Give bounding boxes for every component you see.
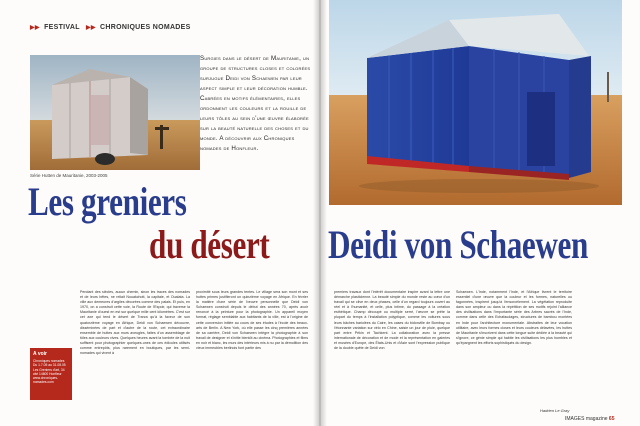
folio-label: IMAGES magazine [565,416,608,422]
title-line-2: du désert [149,222,270,267]
rubric-section: FESTIVAL [44,24,80,31]
rubric [30,24,191,31]
chevron-icon: ▶▶ [85,25,96,31]
info-box-title: A voir [33,351,47,357]
blue-hut-illustration [329,0,622,205]
body-column-4: Schaewen. L'Inde, notamment l'Inde, et l'Afrique livrent le territoire essentiel d'une œuvre que la couleur et les formes, naturelles ou fagonnées, inspirent jusqu'à l'ensorcèlement. La végétation reproduite dans son ampleur ou dans la répétition de ses motifs rejoint l'alliance des civilisations dans l'importante série des Arbres sacrés de l'Inde, comme dans celle des Echafaudages, structures de bambou montées en Inde pour l'architecture monumentale. Abstraites de leur vocation utilitaire, avec leurs formes closes et leurs couleurs délavées, les huttes de Mauritanie s'inscrivent dans cette longue suite dédiée à la beauté qui s'ignore, ce génie simple qui habite les civilisations les plus humbles et qu'épargnent les efforts sophistiqués du design. [456,290,572,345]
hut-photo-small [30,55,200,170]
info-box [30,348,72,400]
body-column-3: premiers travaux dont l'intérêt documentaire inspire avant la lettre une démarche plasticienne. La beauté simple du monde reste au cœur d'un travail qui se clive en deux phases, celle d'un regard toujours ouvert au réel et à l'humanité, et celle, plus intime, du passage à la création esthétique. Champ découpé ou multiple serré, l'œuvre se prête la plupart du temps à l'installation polyptique, comme les voitures sous leurs bâches bariolées du Caire, les cases du bidonville de Bombay ou l'étonnante variation sur vélo en Chine, saisie un jour de pluie, quelque part entre Pékin et Tachkent. La collaboration avec la presse internationale de décoration et de mode et la représentation en galeries et musées d'Europe, des États-Unis et d'Asie sont l'expression publique de la double quête de Deidi von [334,290,450,351]
title-line-1: Les greniers [28,179,187,224]
photo-caption: Série Hutten de Mauritanie, 2003-2005 [30,173,108,178]
hut-photo-large [329,0,622,205]
title-line-3: Deidi von Schaewen [328,222,588,267]
body-column-1: Pendant des siècles, aucun chemin, sinon les traces des nomades et de leurs bêtes, ne reliait Nouakchott, la capitale, et Oualata. La ville aux demeures d'argiles décorées comme des palais. Et puis, en 1970, on a construit cette voie, la Route de l'Espoir, qui traverse la Mauritanie d'ouest en est sur quelque mille cent kilomètres. C'est sur cet axe qui tend le désert de Trarza qu'à la faveur de son quatorzième voyage en Afrique, Deidi von Schaewen découvre, disséminées de part et d'autre de la route, cet extraordinaire ensemble de huttes aux murs aveugles, faites d'un assemblage de tôles aux couleurs vives. Quelques heures avant la tombée de la nuit suffisent pour photographier quelques-unes de ces édicules utilisés comme entrepôts, plus rarement en boutiques, par les semi-nomades qui vivent à [80,290,190,356]
hut-photo-illustration [30,55,200,170]
folio-page-number: 65 [608,416,615,422]
author-signature: Hadrien Le Gray [540,408,570,413]
page-gutter [313,0,327,426]
left-page [0,0,319,426]
body-column-2: proximité sous leurs grandes tentes. Le village sera son mont et ses huttes primes justifieront un quinzième voyage en Afrique. En février la matière d'une série de l'œuvre personnelle que Deidi von Schaewen construit depuis le début des années 70, après avoir renoncé à la peinture pour la photographie. Un appareil moyen format, réglage semblable aux habitants de la ville, est à l'origine de cette conversion initiée au cours de ses études à l'école des beaux-arts de Berlin. A New York, où elle passe les cinq premières années de sa carrière, Deidi von Schaewen intègre la photographie à son travail de designer et s'initie bientôt au cinéma. Photographies et films en noir et blanc, les murs des intérieurs mis à nu par la démolition des vieux immeubles berlinois font partie des [196,290,308,351]
rubric-subsection: CHRONIQUES NOMADES [100,24,191,31]
intro-text: Surgies dans le désert de Mauritanie, un groupe de structures closes et colorées surjugue Deidi von Schaewen par leur aspect simple et leur décoration humble. Cabrées en motifs élémentaires, elles ordonnent les couleurs et la rouille de leurs tôles au sein d'une œuvre élaborée sur la beauté naturelle des choses et du monde. A découvrir aux Chroniques nomades de Honfleur. [200,55,311,152]
chevron-icon: ▶▶ [30,25,40,31]
info-box-text: Chroniques nomades Du 1.7.05 au 31.08.05 Les Greniers d'art, 34 cité 14600 Honfleur www.chroniques-nomades.com [33,359,66,385]
page-folio [565,416,614,422]
